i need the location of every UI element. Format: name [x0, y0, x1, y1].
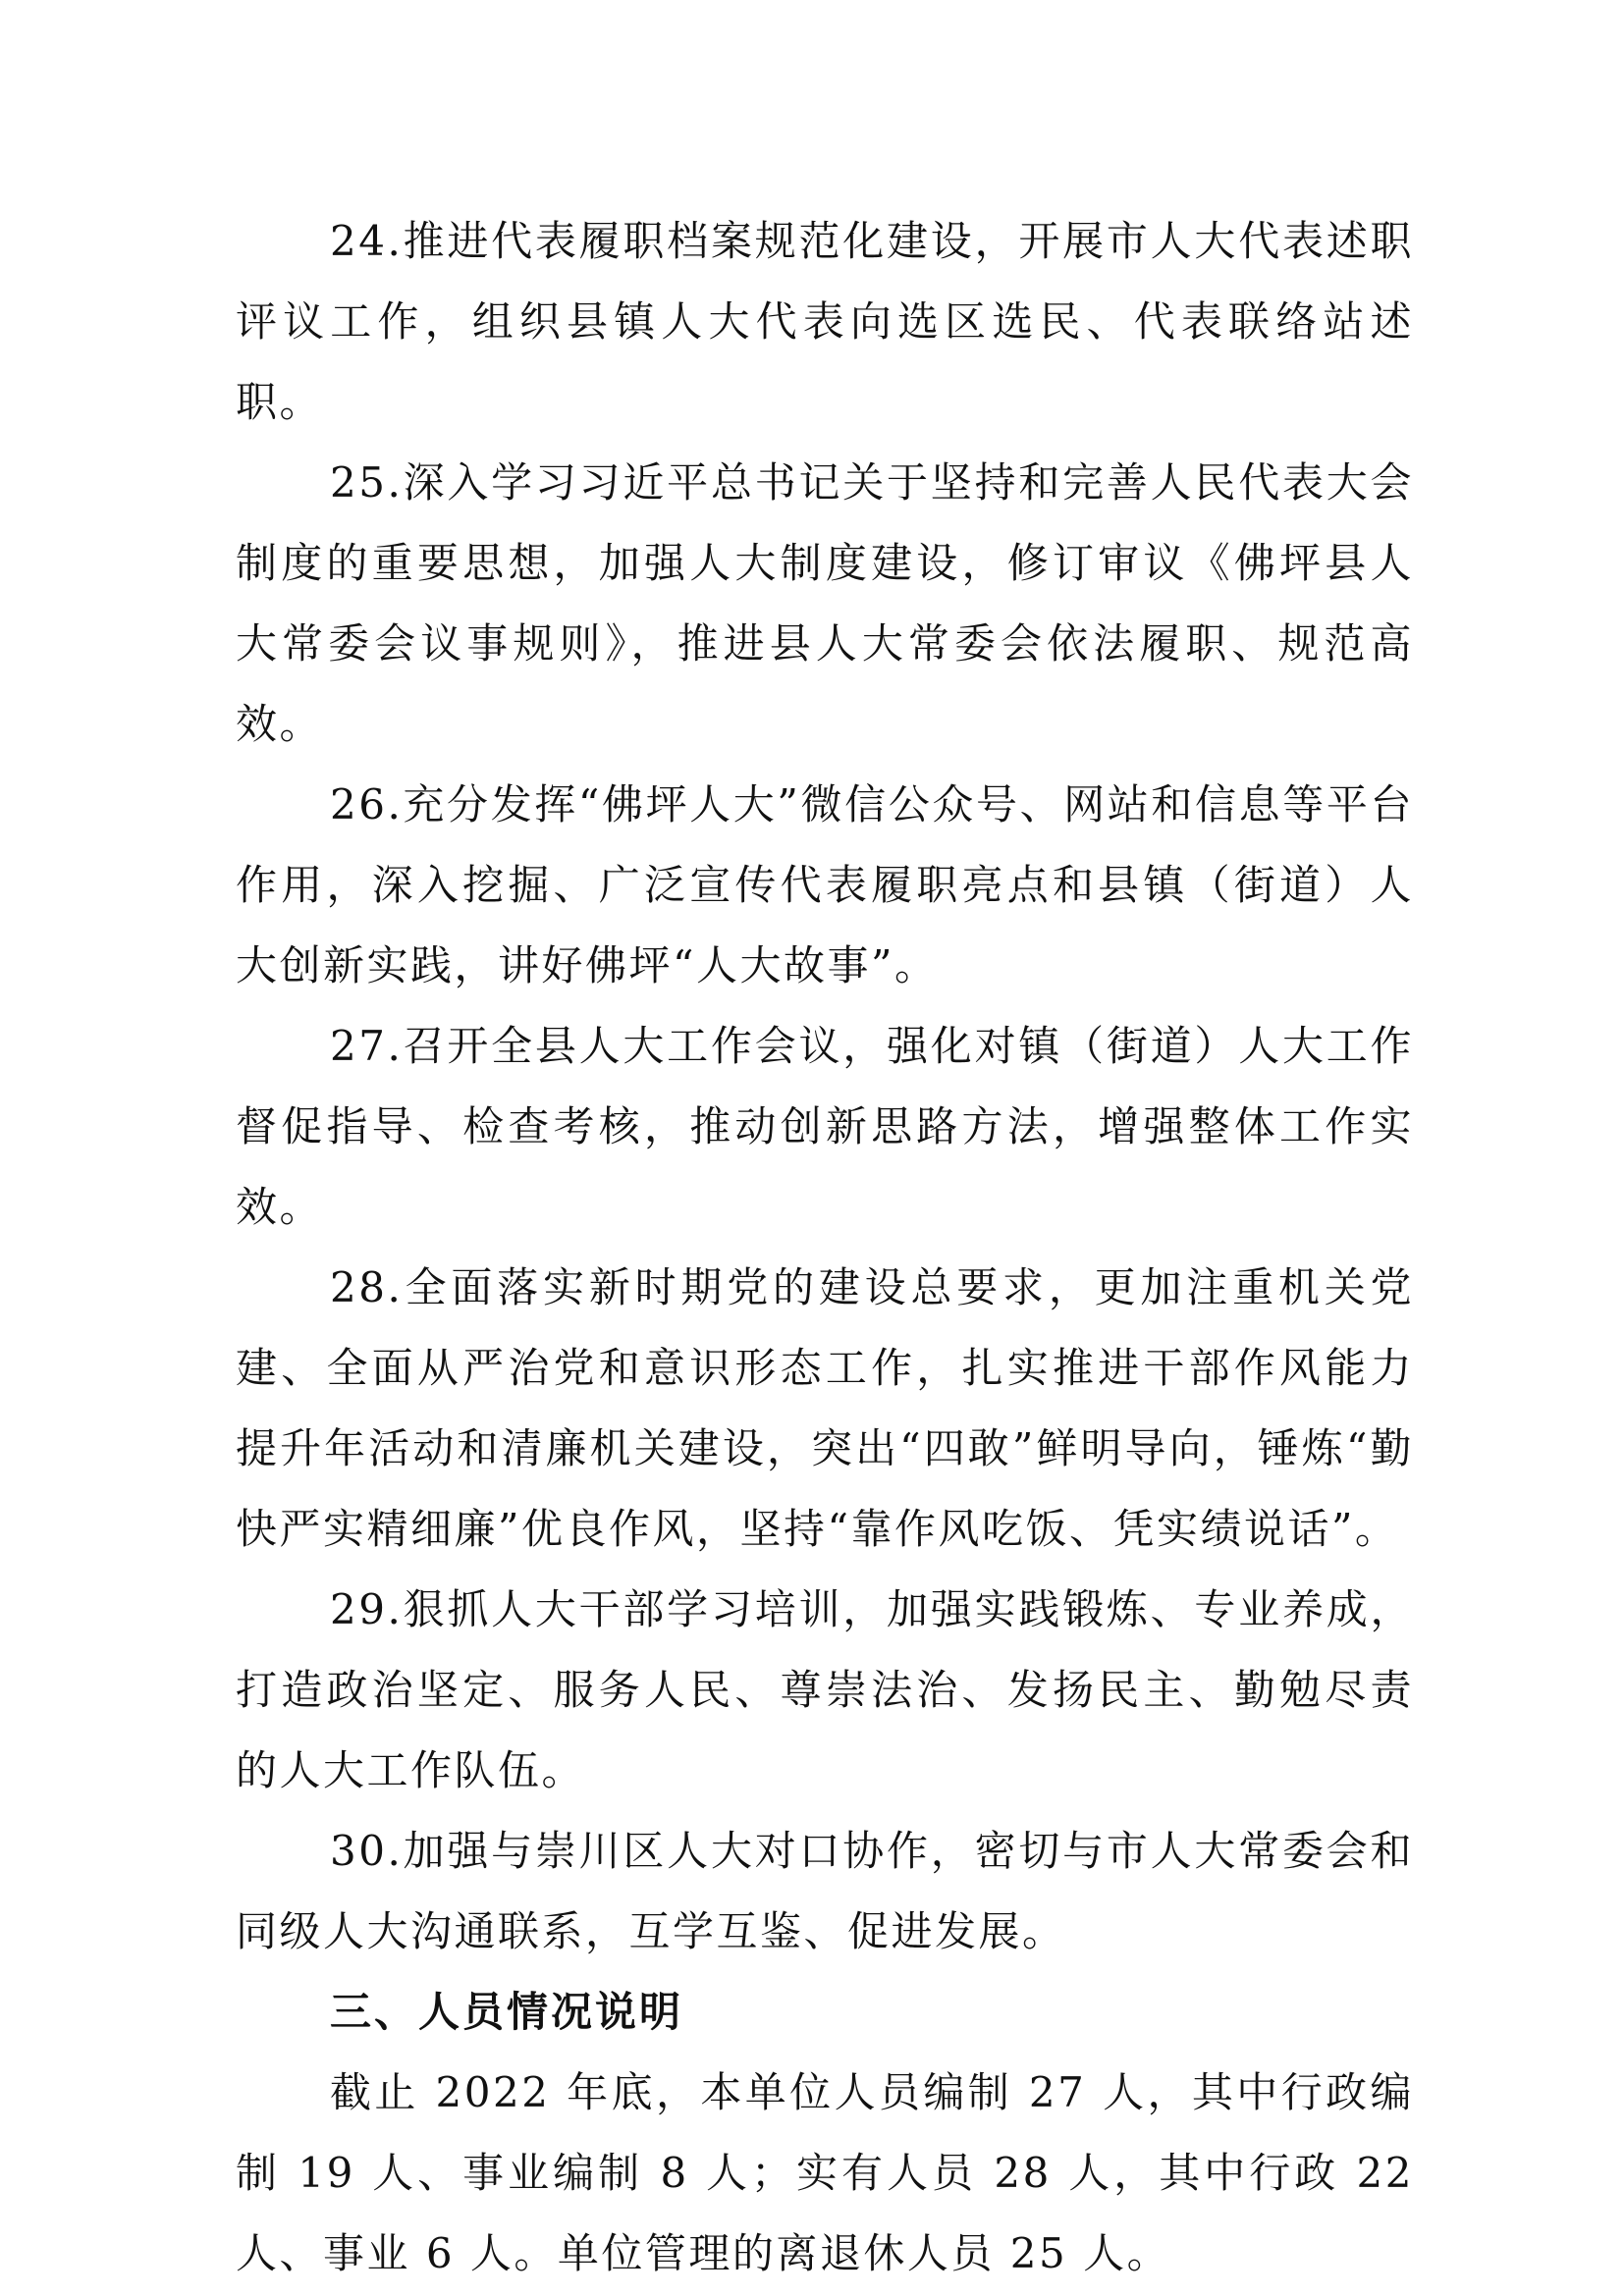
section-heading-staff: 三、人员情况说明: [330, 1988, 684, 2036]
paragraph-item-27: 27.召开全县人大工作会议，强化对镇（街道）人大工作督促指导、检查考核，推动创新思路方法，增强整体工作实效。: [236, 1022, 1414, 1231]
document-body: [236, 201, 1414, 2294]
staff-paragraph: 截止 2022 年底，本单位人员编制 27 人，其中行政编制 19 人、事业编制 8 人；实有人员 28 人，其中行政 22 人、事业 6 人。单位管理的离退休人员 25 人。: [236, 2068, 1414, 2277]
paragraph-item-26: 26.充分发挥“佛坪人大”微信公众号、网站和信息等平台作用，深入挖掘、广泛宣传代表履职亮点和县镇（街道）人大创新实践，讲好佛坪“人大故事”。: [236, 780, 1414, 989]
paragraph-item-29: 29.狠抓人大干部学习培训，加强实践锻炼、专业养成，打造政治坚定、服务人民、尊崇法治、发扬民主、勤勉尽责的人大工作队伍。: [236, 1585, 1414, 1794]
paragraph-item-30: 30.加强与崇川区人大对口协作，密切与市人大常委会和同级人大沟通联系，互学互鉴、促进发展。: [236, 1827, 1414, 1955]
paragraph-item-28: 28.全面落实新时期党的建设总要求，更加注重机关党建、全面从严治党和意识形态工作，扎实推进干部作风能力提升年活动和清廉机关建设，突出“四敢”鲜明导向，锤炼“勤快严实精细廉”优良作风，坚持“靠作风吃饭、凭实绩说话”。: [236, 1263, 1414, 1553]
paragraph-item-24: 24.推进代表履职档案规范化建设，开展市人大代表述职评议工作，组织县镇人大代表向选区选民、代表联络站述职。: [236, 217, 1414, 426]
paragraph-item-25: 25.深入学习习近平总书记关于坚持和完善人民代表大会制度的重要思想，加强人大制度建设，修订审议《佛坪县人大常委会议事规则》，推进县人大常委会依法履职、规范高效。: [236, 458, 1414, 748]
